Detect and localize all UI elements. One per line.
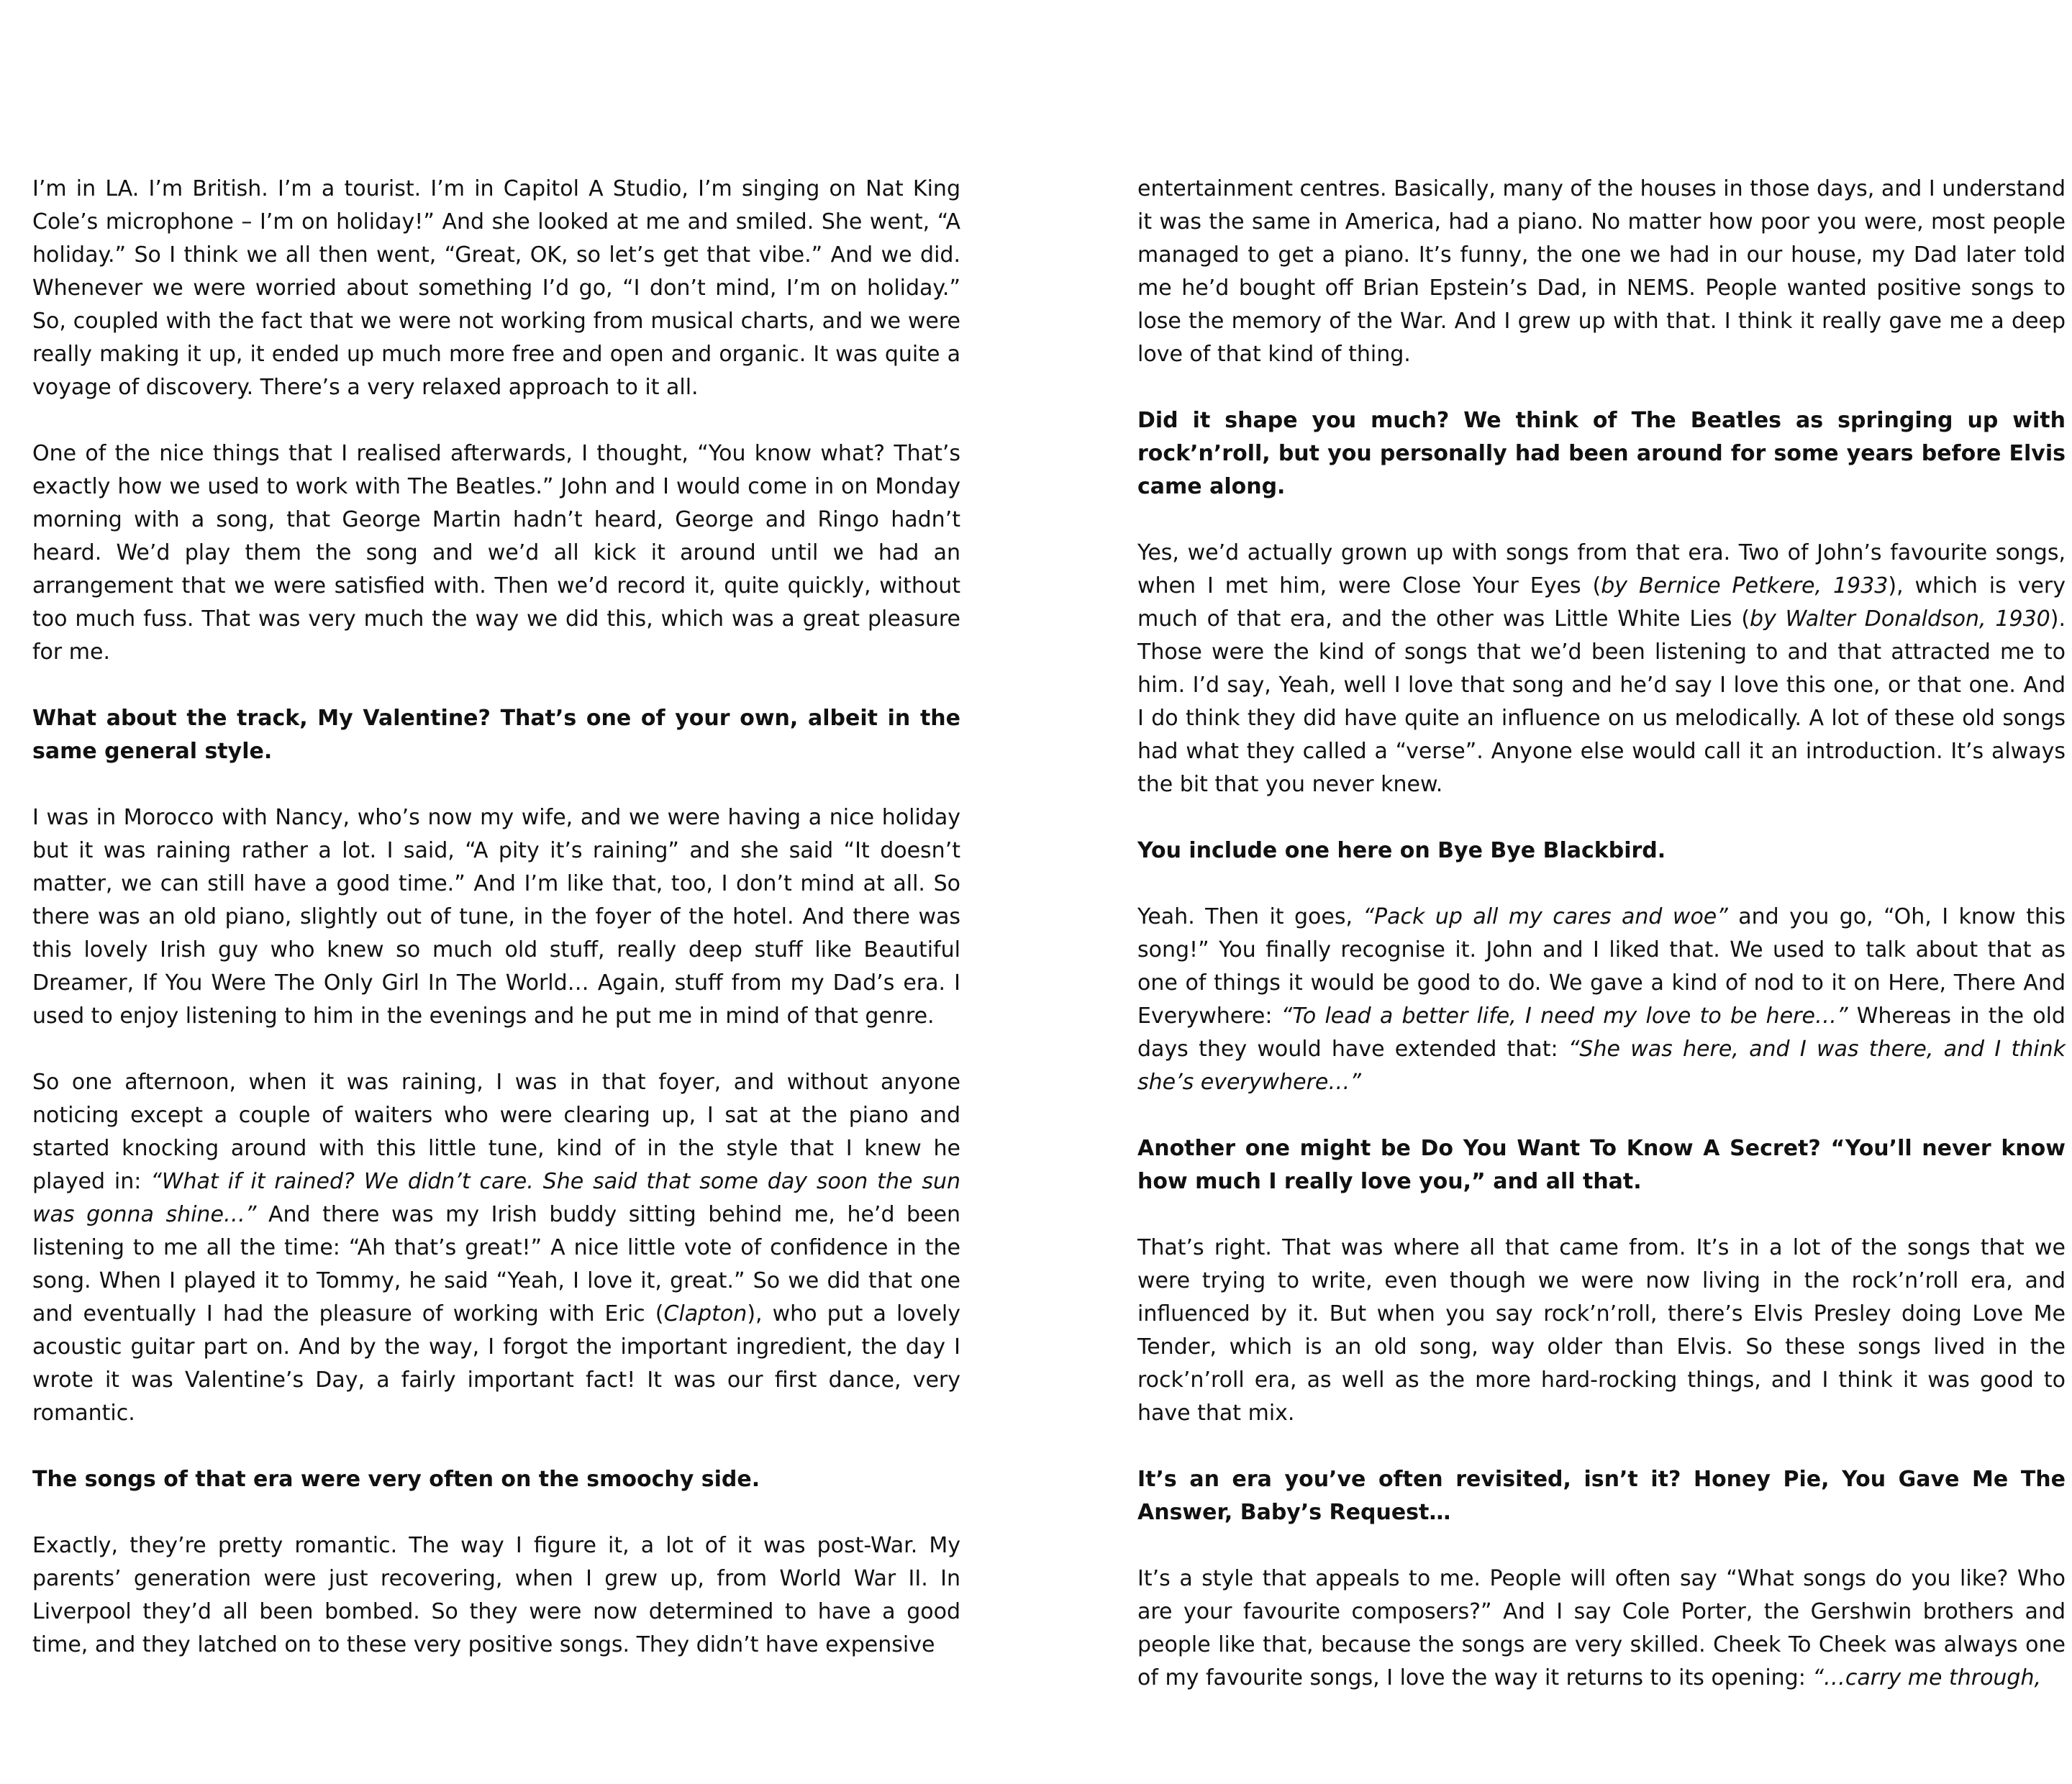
interview-question: What about the track, My Valentine? That’s one of your own, albeit in the same general style. [32,706,960,764]
text-run: So one afternoon, when it was raining, I was in that foyer, and without anyone noticing except a couple of waiters who were clearing up, I sat at the piano and started knocking around with this little tune, kind of in the style that I knew he played in: [32,1070,960,1194]
text-run: ). Those were the kind of songs that we’d been listening to and that attracted me to him. I’d say, Yeah, well I love that song and he’d say I love this one, or that one. And I do think they did have quite an influence on us melodically. A lot of these old songs had what they called a “verse”. Anyone else would call it an introduction. It’s always the bit that you never knew. [1137,606,2066,797]
paragraph: That’s right. That was where all that came from. It’s in a lot of the songs that we were trying to write, even though we were now living in the rock’n’roll era, and influenced by it. But when you say rock’n’roll, there’s Elvis Presley doing Love Me Tender, which is an old song, way older than Elvis. So these songs lived in the rock’n’roll era, as well as the more hard-rocking things, and I think it was good to have that mix. [1137,1235,2066,1426]
lyric-quote: “She was here, and I was there, and I think she’s everywhere…” [1137,1037,2066,1095]
text-run: Whereas in the old days they would have extended that: [1137,1004,2066,1062]
text-run: It’s a style that appeals to me. People will often say “What songs do you like? Who are your favourite composers?” And I say Cole Porter, the Gershwin brothers and people like that, because the songs are very skilled. Cheek To Cheek was always one of my favourite songs, I love the way it returns to its opening: [1137,1566,2066,1690]
paragraph: entertainment centres. Basically, many of the houses in those days, and I understand it was the same in America, had a piano. No matter how poor you were, most people managed to get a piano. It’s funny, the one we had in our house, my Dad later told me he’d bought off Brian Epstein’s Dad, in NEMS. People wanted positive songs to lose the memory of the War. And I grew up with that. I think it really gave me a deep love of that kind of thing. [1137,176,2066,367]
paragraph: I was in Morocco with Nancy, who’s now my wife, and we were having a nice holiday but it was raining rather a lot. I said, “A pity it’s raining” and she said “It doesn’t matter, we can still have a good time.” And I’m like that, too, I don’t mind at all. So there was an old piano, slightly out of tune, in the foyer of the hotel. And there was this lovely Irish guy who knew so much old stuff, really deep stuff like Beautiful Dreamer, If You Were The Only Girl In The World… Again, stuff from my Dad’s era. I used to enjoy listening to him in the evenings and he put me in mind of that genre. [32,805,960,1029]
text-run: ), who put a lovely acoustic guitar part on. And by the way, I forgot the important ingredient, the day I wrote it was Valentine’s Day, a fairly important fact! It was our first dance, very romantic. [32,1301,960,1426]
interview-question: The songs of that era were very often on the smoochy side. [32,1467,760,1492]
italic-note: by Bernice Petkere, 1933 [1601,573,1889,599]
paragraph [32,1066,960,1430]
lyric-quote: “To lead a better life, I need my love to be here…” [1281,1004,1848,1029]
paragraph [1137,901,2066,1099]
lyric-quote: “Pack up all my cares and woe” [1363,904,1728,929]
interview-question: You include one here on Bye Bye Blackbird. [1137,838,1666,863]
right-column [1137,173,2066,1695]
paragraph: I’m in LA. I’m British. I’m a tourist. I’m in Capitol A Studio, I’m singing on Nat King Cole’s microphone – I’m on holiday!” And she looked at me and smiled. She went, “A holiday.” So I think we all then went, “Great, OK, so let’s get that vibe.” And we did. Whenever we were worried about something I’d go, “I don’t mind, I’m on holiday.” So, coupled with the fact that we were not working from musical charts, and we were really making it up, it ended up much more free and open and organic. It was quite a voyage of discovery. There’s a very relaxed approach to it all. [32,176,960,400]
interview-question: It’s an era you’ve often revisited, isn’t it? Honey Pie, You Gave Me The Answer, Baby’s Request… [1137,1467,2066,1525]
text-run: and you go, “Oh, I know this song!” You finally recognise it. John and I liked that. We used to talk about that as one of things it would be good to do. We gave a kind of nod to it on Here, There And Everywhere: [1137,904,2066,1029]
paragraph [1137,537,2066,801]
text-run: Yes, we’d actually grown up with songs from that era. Two of John’s favourite songs, when I met him, were Close Your Eyes ( [1137,540,2066,599]
lyric-quote: “What if it rained? We didn’t care. She said that some day soon the sun was gonna shine…” [32,1169,960,1227]
paragraph: One of the nice things that I realised afterwards, I thought, “You know what? That’s exactly how we used to work with The Beatles.” John and I would come in on Monday morning with a song, that George Martin hadn’t heard, George and Ringo hadn’t heard. We’d play them the song and we’d all kick it around until we had an arrangement that we were satisfied with. Then we’d record it, quite quickly, without too much fuss. That was very much the way we did this, which was a great pleasure for me. [32,441,960,665]
interview-question: Did it shape you much? We think of The Beatles as springing up with rock’n’roll, but you personally had been around for some years before Elvis came along. [1137,408,2066,499]
text-run: ), which is very much of that era, and the other was Little White Lies ( [1137,573,2066,632]
lyric-quote: “…carry me through, [1812,1665,2042,1690]
left-column [32,173,960,1662]
paragraph [1137,1562,2066,1695]
text-run: Yeah. Then it goes, [1137,904,1363,929]
interview-question: Another one might be Do You Want To Know A Secret? “You’ll never know how much I really love you,” and all that. [1137,1136,2066,1194]
text-run: And there was my Irish buddy sitting behind me, he’d been listening to me all the time: “Ah that’s great!” A nice little vote of confidence in the song. When I played it to Tommy, he said “Yeah, I love it, great.” So we did that one and eventually I had the pleasure of working with Eric ( [32,1202,961,1326]
paragraph: Exactly, they’re pretty romantic. The way I figure it, a lot of it was post-War. My parents’ generation were just recovering, when I grew up, from World War II. In Liverpool they’d all been bombed. So they were now determined to have a good time, and they latched on to these very positive songs. They didn’t have expensive [32,1533,960,1657]
italic-note: Clapton [663,1301,748,1326]
italic-note: by Walter Donaldson, 1930 [1750,606,2050,632]
